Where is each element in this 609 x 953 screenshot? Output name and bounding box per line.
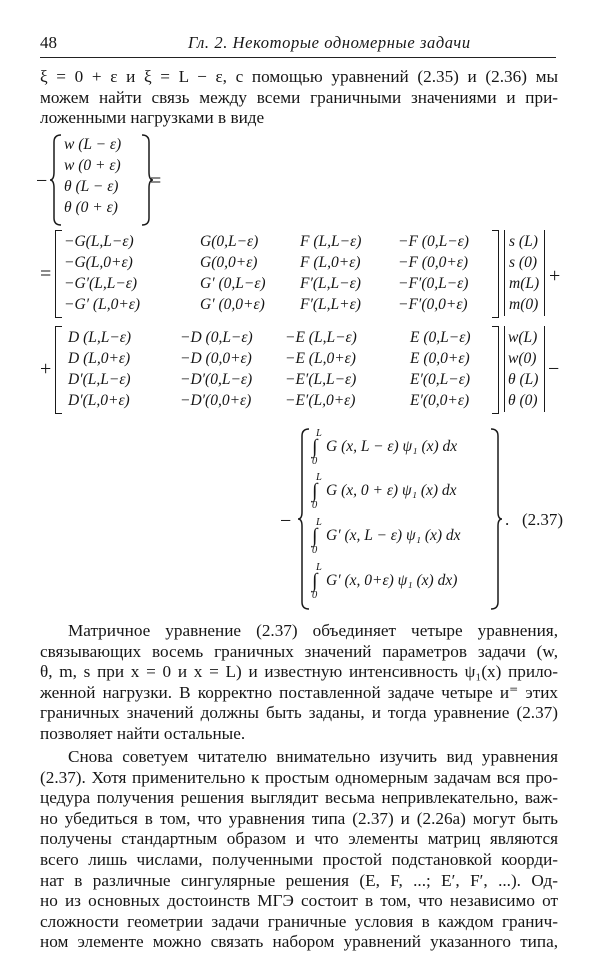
matrix2-left-bracket xyxy=(55,326,62,414)
matrix1-cell: F (L,0+ε) xyxy=(300,254,361,271)
page-number: 48 xyxy=(40,33,57,52)
matrix2-cell: −E′(L,0+ε) xyxy=(285,392,356,409)
intro-line: ξ = 0 + ε и ξ = L − ε, с помощью уравнений (2.35) и (2.36) мы xyxy=(40,67,558,86)
matrix1-cell: −G′(L,L−ε) xyxy=(64,275,138,292)
text-line: Снова советуем читателю внимательно изучить вид уравнения xyxy=(68,747,558,766)
matrix2-cell: −E (L,L−ε) xyxy=(285,329,357,346)
text-line: нат в различные сингулярные решения (E, F, ...; E′, F′, ...). Од- xyxy=(40,870,558,890)
matrix1-cell: G(0,0+ε) xyxy=(200,254,258,271)
text-line: θ, m, s при x = 0 и x = L) и известную интенсивность ψ₁(x) прило- xyxy=(40,662,558,682)
vector1-entry: s (0) xyxy=(509,254,537,271)
text-line: женной нагрузки. В корректно поставленной задаче четыре и⁼ этих xyxy=(40,682,558,702)
integral-lower-limit: 0 xyxy=(312,545,318,556)
matrix2-cell: −E (L,0+ε) xyxy=(285,350,356,367)
lhs-vector-entry: θ (0 + ε) xyxy=(64,199,118,216)
vector2-right-bar xyxy=(542,326,545,412)
integral-expression: G (x, L − ε) ψ₁ (x) dx xyxy=(326,438,458,455)
matrix2-cell: D′(L,L−ε) xyxy=(68,371,131,388)
paragraph-1 xyxy=(40,621,558,745)
lhs-vector-entry: w (L − ε) xyxy=(64,136,122,153)
integral-upper-limit: L xyxy=(316,428,322,439)
matrix2-cell: E (0,L−ε) xyxy=(410,329,471,346)
text-line: сложности геометрии задачи граничные условия в каждом гранич- xyxy=(40,911,558,931)
vector1-entry: m(0) xyxy=(509,296,539,313)
matrix1-cell: −G(L,L−ε) xyxy=(64,233,134,250)
matrix2-cell: E (0,0+ε) xyxy=(410,350,470,367)
matrix1-cell: F′(L,L+ε) xyxy=(300,296,361,313)
matrix1-equals-sign: = xyxy=(40,263,52,285)
integral-sign: ∫ xyxy=(312,525,318,547)
integral-sign: ∫ xyxy=(312,480,318,502)
matrix2-cell: −D (0,L−ε) xyxy=(180,329,253,346)
integral-sign: ∫ xyxy=(312,436,318,458)
matrix1-cell: G(0,L−ε) xyxy=(200,233,259,250)
integral-left-brace xyxy=(297,428,311,610)
text-line: (2.37). Хотя применительно к простым одномерным задачам вся про- xyxy=(40,767,558,787)
matrix1-left-bracket xyxy=(55,230,62,318)
matrix1-cell: F (L,L−ε) xyxy=(300,233,362,250)
intro-line: ложенными нагрузками в виде xyxy=(40,108,265,128)
vector1-entry: s (L) xyxy=(509,233,538,250)
text-line: позволяет найти остальные. xyxy=(40,723,246,743)
text-line: всего лишь числами, полученными простой подстановкой коорди- xyxy=(40,849,558,869)
text-line: Матричное уравнение (2.37) объединяет четыре уравнения, xyxy=(68,621,558,640)
integral-lower-limit: 0 xyxy=(312,456,318,467)
matrix1-cell: −F′(0,0+ε) xyxy=(398,296,468,313)
lhs-left-brace xyxy=(49,134,63,226)
matrix1-cell: −G(L,0+ε) xyxy=(64,254,133,271)
matrix1-cell: −F (0,L−ε) xyxy=(398,233,469,250)
text-line: но убедиться в том, что уравнения типа (2.37) и (2.26a) могут быть xyxy=(40,808,558,828)
text-line: но из основных достоинств МГЭ состоит в том, что независимо от xyxy=(40,891,558,911)
plus-sign: + xyxy=(549,265,561,287)
matrix2-cell: −D (0,0+ε) xyxy=(180,350,252,367)
matrix1-cell: −F (0,0+ε) xyxy=(398,254,469,271)
running-header xyxy=(40,33,556,57)
vector2-entry: θ (L) xyxy=(508,371,539,388)
integral-lower-limit: 0 xyxy=(312,500,318,511)
integral-expression: G′ (x, 0+ε) ψ₁ (x) dx) xyxy=(326,572,458,589)
matrix1-cell: G′ (0,L−ε) xyxy=(200,275,266,292)
matrix2-cell: E′(0,L−ε) xyxy=(410,371,470,388)
integral-expression: G′ (x, L − ε) ψ₁ (x) dx xyxy=(326,527,461,544)
matrix2-cell: −D′(0,0+ε) xyxy=(180,392,252,409)
minus-sign: − xyxy=(548,358,560,380)
lhs-minus-sign: − xyxy=(36,170,48,192)
text-line: граничных значений должны быть заданы, и тогда уравнение (2.37) xyxy=(40,703,558,723)
matrix2-cell: −D′(0,L−ε) xyxy=(180,371,253,388)
integral-expression: G (x, 0 + ε) ψ₁ (x) dx xyxy=(326,482,457,499)
matrix2-cell: D′(L,0+ε) xyxy=(68,392,130,409)
running-title: Гл. 2. Некоторые одномерные задачи xyxy=(188,33,471,52)
matrix1-cell: −F′(0,L−ε) xyxy=(398,275,469,292)
integral-upper-limit: L xyxy=(316,562,322,573)
matrix2-plus-sign: + xyxy=(40,358,52,380)
integral-sign: ∫ xyxy=(312,570,318,592)
header-rule xyxy=(40,57,556,58)
intro-paragraph xyxy=(40,67,558,129)
matrix2-cell: D (L,L−ε) xyxy=(68,329,132,346)
integral-lower-limit: 0 xyxy=(312,590,318,601)
vector2-entry: θ (0) xyxy=(508,392,538,409)
text-line: получены стандартным образом и что элементы матриц являются xyxy=(40,829,558,849)
text-line: связывающих восемь граничных значений параметров задачи (w, xyxy=(40,641,558,661)
integral-upper-limit: L xyxy=(316,517,322,528)
vector1-entry: m(L) xyxy=(509,275,540,292)
vector2-entry: w(0) xyxy=(508,350,537,367)
matrix2-right-bracket xyxy=(492,326,499,414)
text-line: ном элементе можно связать набором уравнений указанного типа, xyxy=(40,932,558,952)
vector1-right-bar xyxy=(542,230,545,316)
lhs-equals-sign: = xyxy=(150,170,162,192)
integral-right-brace xyxy=(489,428,503,610)
paragraph-2 xyxy=(40,747,558,953)
vector2-entry: w(L) xyxy=(508,329,538,346)
intro-line: можем найти связь между всеми граничными значениями и при- xyxy=(40,87,558,107)
matrix1-cell: −G′ (L,0+ε) xyxy=(64,296,141,313)
text-line: цедура получения решения выглядит весьма непривлекательно, важ- xyxy=(40,788,558,808)
lhs-vector-entry: θ (L − ε) xyxy=(64,178,119,195)
lhs-vector-entry: w (0 + ε) xyxy=(64,157,121,174)
matrix2-cell: D (L,0+ε) xyxy=(68,350,131,367)
matrix1-cell: G′ (0,0+ε) xyxy=(200,296,265,313)
vector2-left-bar xyxy=(504,326,507,412)
matrix1-right-bracket xyxy=(492,230,499,318)
matrix1-cell: F′(L,L−ε) xyxy=(300,275,361,292)
integral-upper-limit: L xyxy=(316,472,322,483)
integral-minus-sign: − xyxy=(280,510,292,532)
vector1-left-bar xyxy=(504,230,507,316)
matrix2-cell: E′(0,0+ε) xyxy=(410,392,470,409)
matrix2-cell: −E′(L,L−ε) xyxy=(285,371,357,388)
equation-number: (2.37) xyxy=(522,510,564,529)
equation-end-dot: . xyxy=(505,510,510,529)
